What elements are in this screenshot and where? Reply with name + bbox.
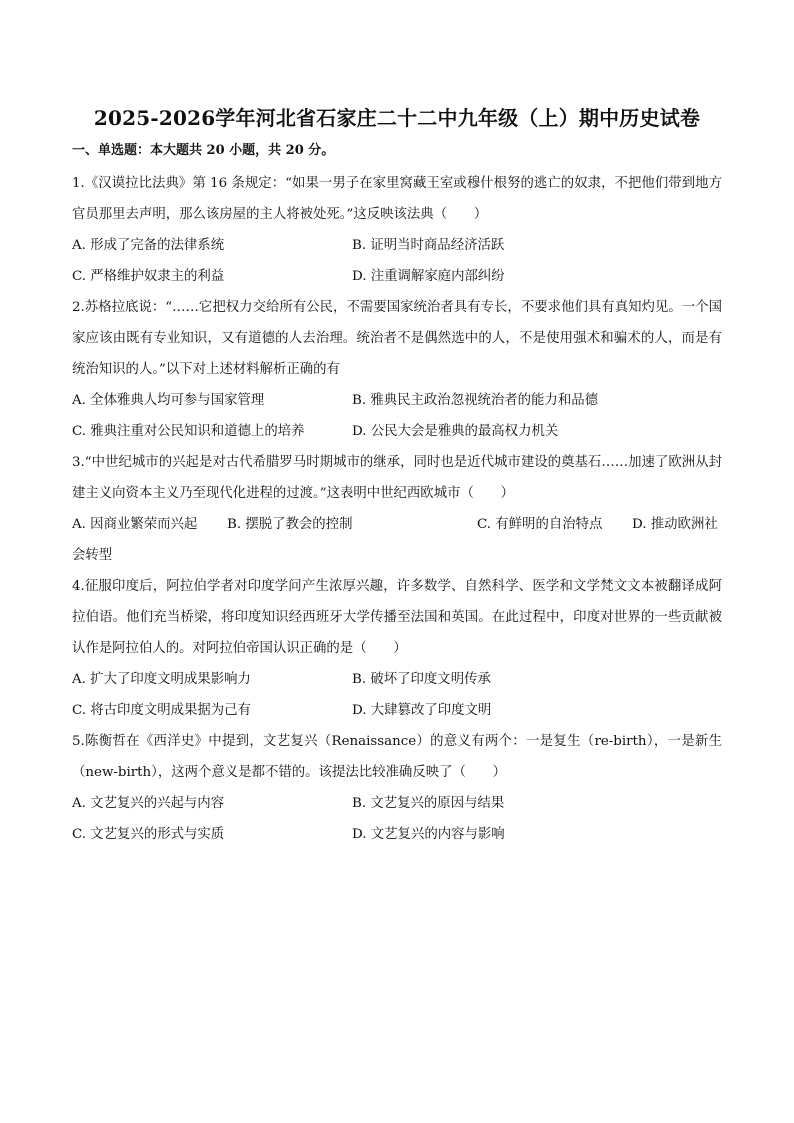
section-heading: 一、单选题：本大题共 20 小题，共 20 分。 [72,143,335,158]
question-5 [72,726,722,850]
option-list [72,788,722,850]
option-a: A. 形成了完备的法律系统 [72,238,225,253]
question-stem: 3.“中世纪城市的兴起是对古代希腊罗马时期城市的继承，同时也是近代城市建设的奠基石……加速了欧洲从封建主义向资本主义乃至现代化进程的过渡。”这表明中世纪西欧城市（ ） [72,455,722,501]
option-d: D. 文艺复兴的内容与影响 [352,827,505,842]
option-d-continuation: 会转型 [72,548,113,563]
exam-page [72,104,722,850]
option-list [72,664,722,726]
option-a: A. 因商业繁荣而兴起 [72,517,198,532]
option-c: C. 有鲜明的自治特点 [477,517,603,532]
option-b: B. 破坏了印度文明传承 [352,672,491,687]
option-c: C. 雅典注重对公民知识和道德上的培养 [72,424,305,439]
question-1 [72,168,722,292]
option-a: A. 文艺复兴的兴起与内容 [72,796,225,811]
option-c: C. 将古印度文明成果据为己有 [72,703,251,718]
option-d: D. 大肆篡改了印度文明 [352,703,492,718]
question-stem: 2.苏格拉底说：“……它把权力交给所有公民，不需要国家统治者具有专长，不要求他们具有真知灼见。一个国家应该由既有专业知识，又有道德的人去治理。统治者不是偶然选中的人，不是使用强术和骗术的人，而是有统治知识的人。”以下对上述材料解析正确的有 [72,300,722,377]
option-c: C. 严格维护奴隶主的利益 [72,269,225,284]
option-d: D. 注重调解家庭内部纠纷 [352,269,505,284]
option-a: A. 全体雅典人均可参与国家管理 [72,393,265,408]
option-d: D. 推动欧洲社 [632,517,718,532]
question-stem: 4.征服印度后，阿拉伯学者对印度学问产生浓厚兴趣，许多数学、自然科学、医学和文学梵文文本被翻译成阿拉伯语。他们充当桥梁，将印度知识经西班牙大学传播至法国和英国。在此过程中，印度对世界的一些贡献被认作是阿拉伯人的。对阿拉伯帝国认识正确的是（ ） [72,579,722,656]
option-list [72,385,722,447]
option-list [72,509,722,571]
exam-title: 2025-2026学年河北省石家庄二十二中九年级（上）期中历史试卷 [93,106,701,130]
question-stem: 1.《汉谟拉比法典》第 16 条规定：“如果一男子在家里窝藏王室或穆什根努的逃亡的奴隶，不把他们带到地方官员那里去声明，那么该房屋的主人将被处死。”这反映该法典（ ） [72,176,722,222]
question-3 [72,447,722,571]
question-4 [72,571,722,726]
option-b: B. 文艺复兴的原因与结果 [352,796,505,811]
option-b: B. 证明当时商品经济活跃 [352,238,505,253]
option-b: B. 摆脱了教会的控制 [227,517,353,532]
question-stem: 5.陈衡哲在《西洋史》中提到，文艺复兴（Renaissance）的意义有两个：一是复生（re-birth），一是新生（new-birth），这两个意义是都不错的。该提法比较准确反映了（ ） [72,734,722,780]
option-a: A. 扩大了印度文明成果影响力 [72,672,251,687]
question-2 [72,292,722,447]
option-d: D. 公民大会是雅典的最高权力机关 [352,424,559,439]
option-b: B. 雅典民主政治忽视统治者的能力和品德 [352,393,598,408]
option-c: C. 文艺复兴的形式与实质 [72,827,225,842]
option-list [72,230,722,292]
